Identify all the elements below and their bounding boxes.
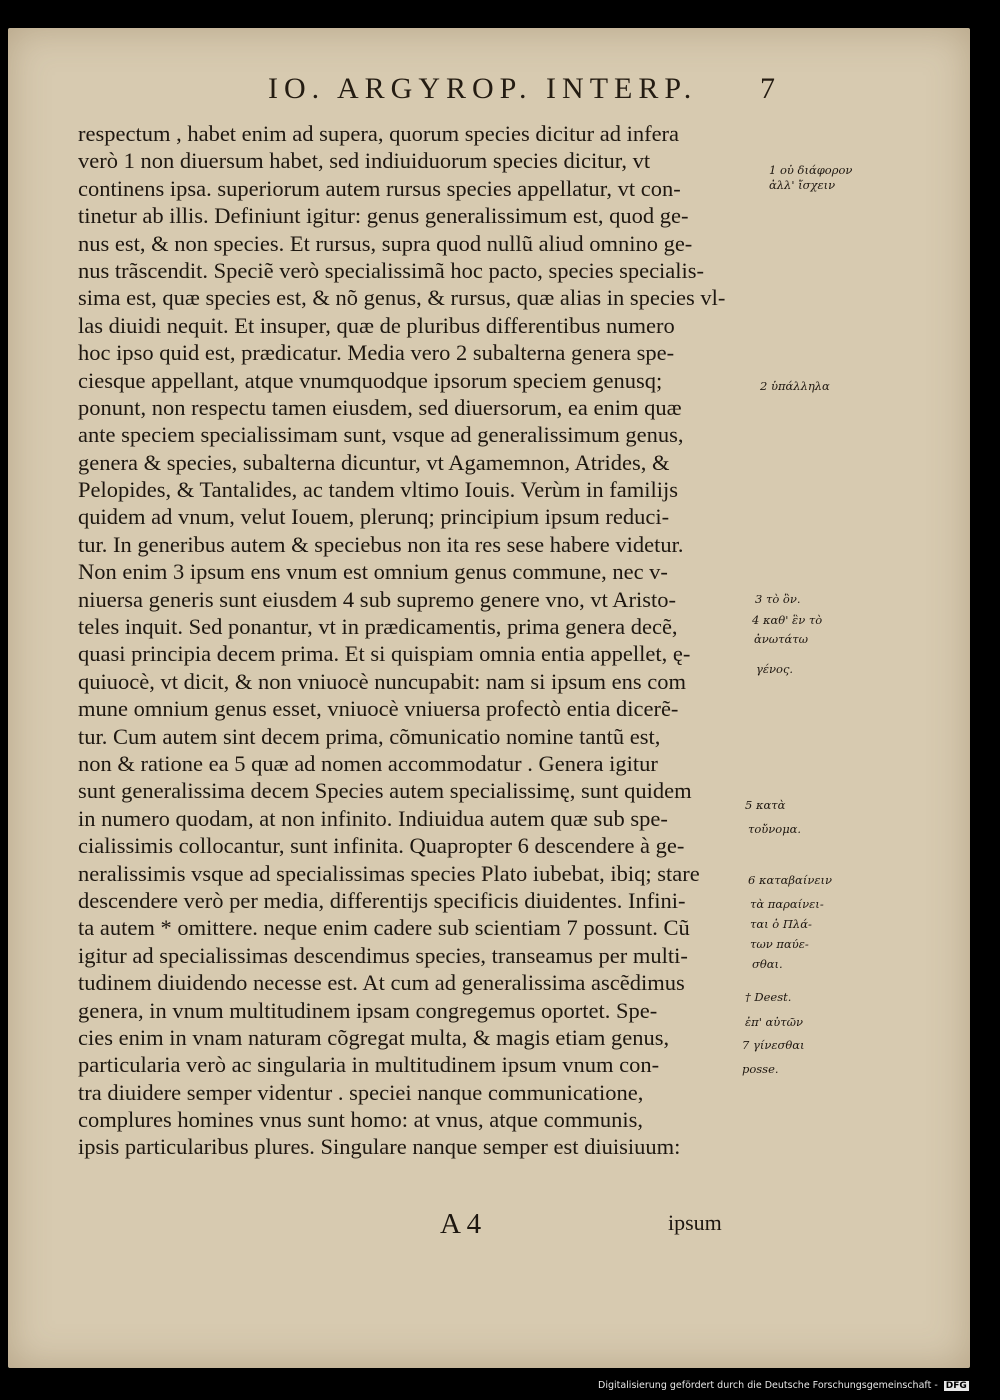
text-line: mune omnium genus esset, vniuocè vniuersa profectò entia dicerẽ- xyxy=(78,696,679,722)
text-line: Pelopides, & Tantalides, ac tandem vltimo Iouis. Verùm in familijs xyxy=(78,477,679,503)
margin-note: 3 τὸ ὂν. xyxy=(755,592,801,606)
catchword: ipsum xyxy=(668,1210,722,1235)
page-number: 7 xyxy=(760,72,775,105)
margin-note: τὰ παραίνει- xyxy=(750,897,824,911)
text-line: ta autem * omittere. neque enim cadere sub scientiam 7 possunt. Cũ xyxy=(78,915,690,941)
footer-credit xyxy=(598,1380,969,1391)
margin-note: ται ὁ Πλά- xyxy=(750,917,812,931)
margin-note: ἀνωτάτω xyxy=(754,632,809,646)
text-line: tur. In generibus autem & speciebus non ita res sese habere videtur. xyxy=(78,531,684,557)
text-line: respectum , habet enim ad supera, quorum species dicitur ad infera xyxy=(78,121,680,146)
text-line: in numero quodam, at non infinito. Indiuidua autem quæ sub spe- xyxy=(78,805,668,831)
text-line: hoc ipso quid est, prædicatur. Media vero 2 subalterna genera spe- xyxy=(78,340,675,366)
text-line: particularia verò ac singularia in multitudinem ipsum vnum con- xyxy=(78,1052,660,1078)
margin-note: 7 γίνεσθαι xyxy=(742,1038,805,1052)
page-header xyxy=(0,72,1000,112)
text-line: neralissimis vsque ad specialissimas species Plato iubebat, ibiq; stare xyxy=(78,860,700,886)
text-line: tinetur ab illis. Definiunt igitur: genus generalissimum est, quod ge- xyxy=(78,203,689,229)
text-line: teles inquit. Sed ponantur, vt in prædicamentis, prima genera decẽ, xyxy=(78,614,678,640)
main-text-block xyxy=(78,120,778,1161)
text-line: ante speciem specialissimam sunt, vsque ad generalissimum genus, xyxy=(78,422,684,448)
margin-note: σθαι. xyxy=(752,957,783,971)
text-line: quidem ad vnum, velut Iouem, plerunq; principium ipsum reduci- xyxy=(78,504,670,530)
text-line: quasi principia decem prima. Et si quispiam omnia entia appellet, ę- xyxy=(78,641,691,667)
margin-note: 2 ὑπάλληλα xyxy=(760,379,830,393)
text-line: tra diuidere semper videntur . speciei nanque communicatione, xyxy=(78,1079,644,1105)
text-line: nus trãscendit. Speciẽ verò specialissimã hoc pacto, species specialis- xyxy=(78,257,705,283)
text-line: cies enim in vnam naturam cõgregat multa, & magis etiam genus, xyxy=(78,1024,670,1050)
margin-note: γένος. xyxy=(756,662,794,676)
margin-note: 5 κατὰ xyxy=(745,798,786,812)
text-line: verò 1 non diuersum habet, sed indiuiduorum species dicitur, vt xyxy=(78,148,651,174)
footer-credit-text: Digitalisierung gefördert durch die Deutsche Forschungsgemeinschaft - xyxy=(598,1380,938,1391)
margin-note: ἐπ' αὐτῶν xyxy=(745,1015,804,1029)
text-line: ipsis particularibus plures. Singulare nanque semper est diuisiuum: xyxy=(78,1134,681,1160)
text-line: descendere verò per media, differentijs specificis diuidentes. Infini- xyxy=(78,887,686,913)
text-line: tur. Cum autem sint decem prima, cõmunicatio nomine tantũ est, xyxy=(78,723,661,749)
margin-note: 6 καταβαίνειν xyxy=(748,873,832,887)
text-line: tudinem diuidendo necesse est. At cum ad generalissima ascẽdimus xyxy=(78,970,685,996)
margin-note: ἀλλ' ἴσχειν xyxy=(769,178,836,192)
margin-note: τοὔνομα. xyxy=(748,822,802,836)
margin-note: † Deest. xyxy=(745,990,792,1004)
margin-note: 4 καθ' ἓν τὸ xyxy=(752,613,823,627)
text-line: quiuocè, vt dicit, & non vniuocè nuncupabit: nam si ipsum ens com xyxy=(78,668,687,694)
text-line: igitur ad specialissimas descendimus species, transeamus per multi- xyxy=(78,942,688,968)
margin-note: των παύε- xyxy=(750,937,809,951)
text-line: nus est, & non species. Et rursus, supra quod nullũ aliud omnino ge- xyxy=(78,230,693,256)
running-head: IO. ARGYROP. INTERP. xyxy=(268,72,698,105)
text-line: complures homines vnus sunt homo: at vnus, atque communis, xyxy=(78,1107,643,1133)
text-line: niuersa generis sunt eiusdem 4 sub supremo genere vno, vt Aristo- xyxy=(78,586,677,612)
signature-mark: A 4 xyxy=(440,1208,482,1240)
text-line: las diuidi nequit. Et insuper, quæ de pluribus differentibus numero xyxy=(78,312,675,338)
text-line: sunt generalissima decem Species autem specialissimę, sunt quidem xyxy=(78,778,692,804)
dfg-logo: DFG xyxy=(945,1381,967,1391)
text-line: genera & species, subalterna dicuntur, vt Agamemnon, Atrides, & xyxy=(78,449,670,475)
margin-note: posse. xyxy=(742,1062,779,1076)
text-line: non & ratione ea 5 quæ ad nomen accommodatur . Genera igitur xyxy=(78,750,658,776)
text-line: sima est, quæ species est, & nõ genus, & rursus, quæ alias in species vl- xyxy=(78,285,726,311)
text-line: Non enim 3 ipsum ens vnum est omnium genus commune, nec v- xyxy=(78,559,668,585)
text-line: cialissimis collocantur, sunt infinita. Quapropter 6 descendere à ge- xyxy=(78,833,685,859)
text-line: ciesque appellant, atque vnumquodque ipsorum speciem genusq; xyxy=(78,367,663,393)
text-line: genera, in vnum multitudinem ipsam congregemus oportet. Spe- xyxy=(78,997,658,1023)
text-line: continens ipsa. superiorum autem rursus species appellatur, vt con- xyxy=(78,175,681,201)
margin-note: 1 οὐ διάφορον xyxy=(769,163,853,177)
text-line: ponunt, non respectu tamen eiusdem, sed diuersorum, ea enim quæ xyxy=(78,394,682,420)
